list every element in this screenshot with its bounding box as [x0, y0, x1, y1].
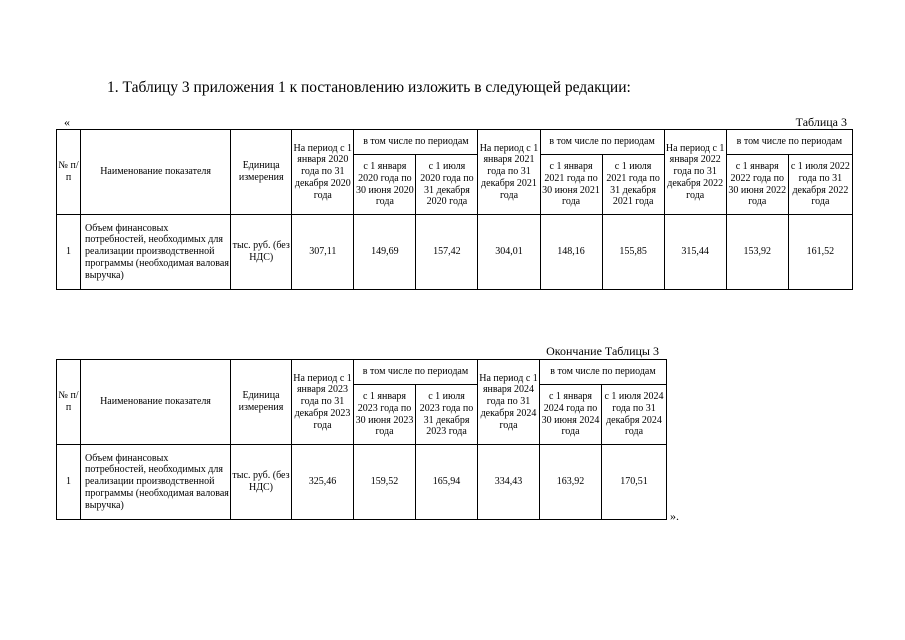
header-half2: с 1 июля 2024 года по 31 декабря 2024 года [602, 385, 667, 445]
value-cell: 334,43 [478, 445, 540, 520]
row-name: Объем финансовых потребностей, необходимых для реализации производственной программы (необходимая валовая выручка) [81, 215, 231, 290]
table2 [56, 359, 667, 520]
header-half1: с 1 января 2023 года по 30 июня 2023 года [354, 385, 416, 445]
row-num: 1 [57, 445, 81, 520]
header-period-full: На период с 1 января 2022 года по 31 декабря 2022 года [664, 130, 726, 215]
table2-label: Окончание Таблицы 3 [546, 344, 659, 358]
table-row [57, 445, 667, 520]
value-cell: 148,16 [540, 215, 602, 290]
header-period-full: На период с 1 января 2020 года по 31 декабря 2020 года [292, 130, 354, 215]
value-cell: 325,46 [292, 445, 354, 520]
value-cell: 163,92 [540, 445, 602, 520]
row-num: 1 [57, 215, 81, 290]
value-cell: 304,01 [478, 215, 540, 290]
header-half2: с 1 июля 2020 года по 31 декабря 2020 года [416, 155, 478, 215]
table-row [57, 215, 853, 290]
value-cell: 157,42 [416, 215, 478, 290]
header-period-full: На период с 1 января 2021 года по 31 декабря 2021 года [478, 130, 540, 215]
table1-label: Таблица 3 [795, 115, 847, 129]
value-cell: 149,69 [354, 215, 416, 290]
header-name: Наименование показателя [81, 130, 231, 215]
row-unit: тыс. руб. (без НДС) [231, 445, 292, 520]
value-cell: 165,94 [416, 445, 478, 520]
value-cell: 155,85 [602, 215, 664, 290]
close-quote: ». [670, 509, 679, 523]
header-num: № п/п [57, 130, 81, 215]
header-incl: в том числе по периодам [540, 130, 664, 155]
header-half2: с 1 июля 2023 года по 31 декабря 2023 года [416, 385, 478, 445]
header-period-full: На период с 1 января 2024 года по 31 декабря 2024 года [478, 360, 540, 445]
value-cell: 161,52 [788, 215, 852, 290]
value-cell: 315,44 [664, 215, 726, 290]
header-num: № п/п [57, 360, 81, 445]
header-half2: с 1 июля 2022 года по 31 декабря 2022 года [788, 155, 852, 215]
header-period-full: На период с 1 января 2023 года по 31 декабря 2023 года [292, 360, 354, 445]
row-name: Объем финансовых потребностей, необходимых для реализации производственной программы (необходимая валовая выручка) [81, 445, 231, 520]
header-half1: с 1 января 2021 года по 30 июня 2021 года [540, 155, 602, 215]
header-incl: в том числе по периодам [354, 360, 478, 385]
header-incl: в том числе по периодам [540, 360, 667, 385]
open-quote: « [64, 115, 70, 129]
heading: 1. Таблицу 3 приложения 1 к постановлению изложить в следующей редакции: [107, 79, 631, 96]
header-half1: с 1 января 2022 года по 30 июня 2022 года [726, 155, 788, 215]
header-name: Наименование показателя [81, 360, 231, 445]
value-cell: 153,92 [726, 215, 788, 290]
value-cell: 159,52 [354, 445, 416, 520]
header-incl: в том числе по периодам [354, 130, 478, 155]
row-unit: тыс. руб. (без НДС) [231, 215, 292, 290]
header-incl: в том числе по периодам [726, 130, 852, 155]
header-half2: с 1 июля 2021 года по 31 декабря 2021 года [602, 155, 664, 215]
header-unit: Единица измерения [231, 130, 292, 215]
header-half1: с 1 января 2024 года по 30 июня 2024 года [540, 385, 602, 445]
table1 [56, 129, 853, 290]
value-cell: 170,51 [602, 445, 667, 520]
value-cell: 307,11 [292, 215, 354, 290]
header-half1: с 1 января 2020 года по 30 июня 2020 года [354, 155, 416, 215]
header-unit: Единица измерения [231, 360, 292, 445]
